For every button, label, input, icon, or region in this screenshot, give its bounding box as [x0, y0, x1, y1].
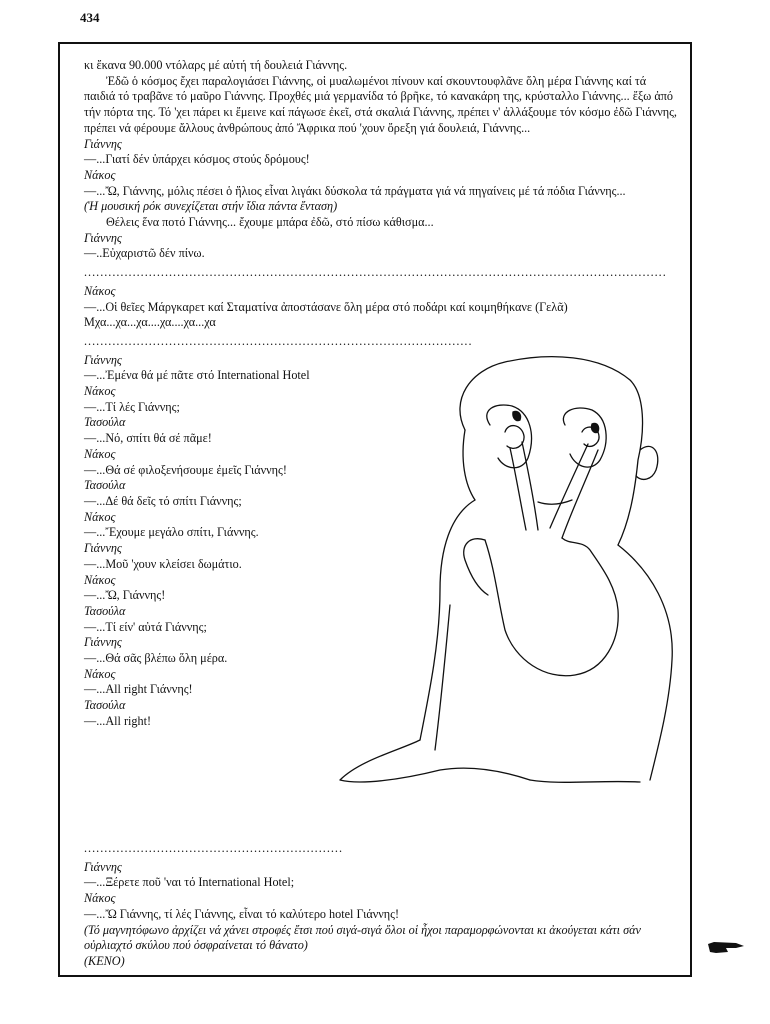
dialog-line-14: Νάκος	[84, 572, 116, 587]
bottom-line-3: Νάκος	[84, 891, 116, 906]
finger-left	[510, 448, 526, 530]
arm-left-inner	[435, 605, 450, 750]
pointing-hand-icon	[706, 938, 746, 958]
dialog-line-17: —...Τί είν' αὐτά Γιάννης;	[84, 619, 207, 634]
dialog-line-4: Τασούλα	[84, 415, 126, 430]
top-line-5: —...Ὤ, Γιάννης, μόλις πέσει ὁ ἥλιος εἶναι λιγάκι δύσκολα τά πράγματα γιά νά πηγαίνεις μέ τά πόδια Γιάννης...	[84, 183, 626, 198]
top-line-8: Γιάννης	[84, 230, 122, 245]
top-line-2: Γιάννης	[84, 136, 122, 151]
top-line-12: —...Οἱ θεῖες Μάργκαρετ καί Σταματίνα ἀποστάσανε ὅλη μέρα στό ποδάρι καί κοιμηθήκανε (Γελᾶ) Μχα...χα...χα....χα....χα...χα	[84, 299, 568, 330]
text-block-bottom	[84, 838, 678, 970]
thumb	[464, 539, 488, 595]
line-drawing	[300, 340, 700, 800]
top-line-13: ................................................................................................	[84, 333, 473, 348]
top-line-10: ................................................................................................................................................	[84, 265, 667, 280]
dialog-line-20: Νάκος	[84, 666, 116, 681]
head-left-side	[463, 430, 475, 500]
bottom-line-4: —...Ὤ Γιάννης, τί λές Γιάννης, εἶναι τό καλύτερο hotel Γιάννης!	[84, 906, 400, 921]
dialog-line-15: —...Ὤ, Γιάννης!	[84, 588, 166, 603]
dialog-line-7: —...Θά σέ φιλοξενήσουμε ἐμεῖς Γιάννης!	[84, 462, 287, 477]
dialog-line-11: —...Ἔχουμε μεγάλο σπίτι, Γιάννης.	[84, 525, 259, 540]
finger-left-b	[522, 442, 538, 530]
top-line-1: Ἐδῶ ὁ κόσμος ἔχει παραλογιάσει Γιάννης, οἱ μυαλωμένοι πίνουν καί σκουντουφλᾶνε ὅλη μέρα Γιάννης καί τά παιδιά τό τραβᾶνε τό μαῦρο Γιάννης. Προχθές μιά γερμανίδα τό βρῆκε, τό κανακάρη της, κρύσταλλο Γιάννης... ἔξω ἀπό τήν πόρτα της. Τό 'χει πάρει κι ἔμεινε καί πάγωσε ἐκεῖ, στά σκαλιά Γιάννης, πρέπει ν' ἀλλάξουμε τόν κόσμο ἐδῶ Γιάννης, πρέπει νά φέρουμε ἄλλους ἀνθρώπους ἀπό Ἄφρικα πού 'χουν ὄρεξη γιά δουλειά, Γιάννης...	[84, 73, 677, 135]
dialog-line-18: Γιάννης	[84, 635, 122, 650]
dialog-line-5: —...Νό, σπίτι θά σέ πᾶμε!	[84, 431, 212, 446]
dialog-line-16: Τασούλα	[84, 603, 126, 618]
bottom-line-2: —...Ξέρετε ποῦ 'ναι τό International Hotel;	[84, 875, 295, 890]
dialog-line-19: —...Θά σᾶς βλέπω ὅλη μέρα.	[84, 651, 228, 666]
top-line-0: κι ἔκανα 90.000 ντόλαρς μέ αὐτή τή δουλειά Γιάννης.	[84, 58, 348, 72]
dialog-line-2: Νάκος	[84, 384, 116, 399]
hand	[485, 538, 618, 676]
dialog-line-12: Γιάννης	[84, 541, 122, 556]
top-line-11: Νάκος	[84, 283, 116, 298]
dialog-line-6: Νάκος	[84, 446, 116, 461]
page-number: 434	[80, 10, 100, 25]
top-line-9: —..Εὐχαριστῶ δέν πίνω.	[84, 246, 205, 261]
top-line-3: —...Γιατί δέν ὑπάρχει κόσμος στούς δρόμους!	[84, 152, 310, 167]
dialog-line-9: —...Δέ θά δεῖς τό σπίτι Γιάννης;	[84, 493, 242, 508]
dialog-line-3: —...Τί λές Γιάννης;	[84, 399, 180, 414]
bottom-line-1: Γιάννης	[84, 859, 122, 874]
dialog-line-10: Νάκος	[84, 509, 116, 524]
left-pupil	[513, 411, 521, 420]
finger-right-b	[562, 450, 598, 538]
top-line-7: Θέλεις ἕνα ποτό Γιάννης... ἔχουμε μπάρα ἐδῶ, στό πίσω κάθισμα...	[106, 215, 434, 230]
mouth	[538, 500, 572, 504]
dialog-line-1: —...Ἐμένα θά μέ πᾶτε στό International Hotel	[84, 368, 310, 383]
arm-left	[420, 500, 475, 740]
bottom-line-0: ................................................................	[84, 841, 343, 855]
bottom-line-6: (ΚΕΝΟ)	[84, 953, 125, 968]
left-eye-inner	[505, 426, 524, 449]
dialog-line-0: Γιάννης	[84, 352, 122, 367]
dialog-line-8: Τασούλα	[84, 478, 126, 493]
top-line-4: Νάκος	[84, 167, 116, 182]
head-outline	[460, 357, 643, 545]
right-pupil	[591, 423, 598, 432]
dialog-line-22: Τασούλα	[84, 698, 126, 713]
top-lines	[84, 58, 678, 350]
shoulder-right	[618, 545, 672, 780]
dialog-line-21: —...All right Γιάννης!	[84, 682, 193, 697]
top-line-6: (Ἡ μουσική ρόκ συνεχίζεται στήν ἴδια πάντα ἔνταση)	[84, 199, 338, 214]
bottom-line-5: (Τό μαγνητόφωνο ἀρχίζει νά χάνει στροφές ἔτσι πού σιγά-σιγά ὅλοι οἱ ἦχοι παραμορφώνονται κι ἀκούγεται κάτι σάν οὐρλιαχτό σκύλου πού ὀσφραίνεται τό θάνατο)	[84, 922, 641, 953]
dialog-line-23: —...All right!	[84, 713, 152, 728]
dialog-line-13: —...Μοῦ 'χουν κλείσει δωμάτιο.	[84, 556, 242, 571]
foot-right	[530, 780, 640, 782]
